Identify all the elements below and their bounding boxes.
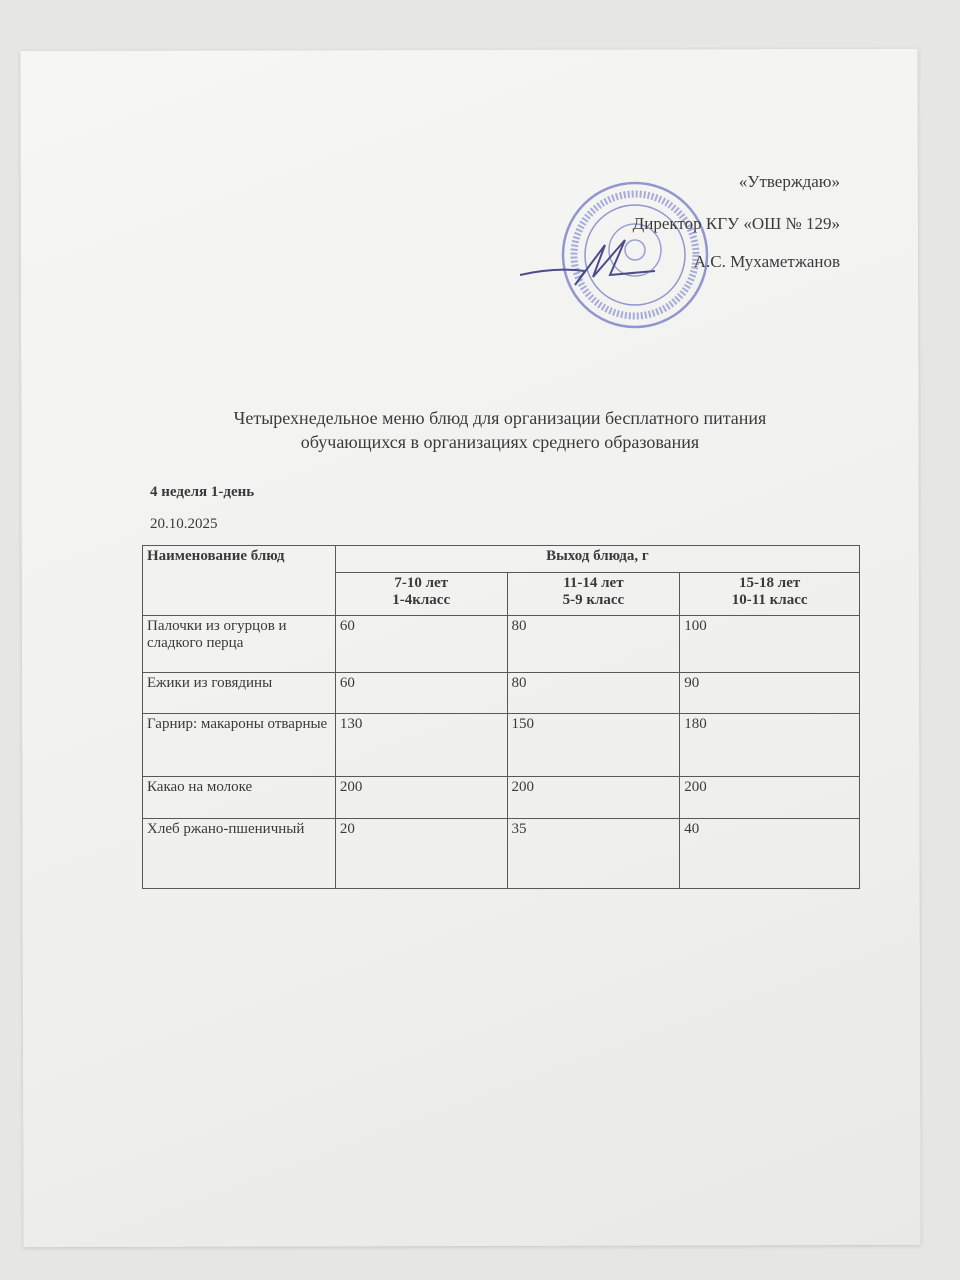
- portion-value: 60: [335, 673, 507, 714]
- portion-value: 60: [335, 616, 507, 673]
- title-line: Четырехнедельное меню блюд для организации бесплатного питания: [233, 408, 767, 428]
- dish-name: Ежики из говядины: [143, 673, 336, 714]
- week-day-label: 4 неделя 1-день: [150, 484, 255, 500]
- portion-value: 200: [680, 777, 860, 819]
- portion-value: 200: [335, 777, 507, 819]
- age: 15-18 лет: [739, 575, 801, 591]
- dish-name: Какао на молоке: [143, 777, 336, 819]
- menu-date: 20.10.2025: [150, 516, 218, 532]
- table-row: [143, 819, 860, 889]
- portion-value: 40: [680, 819, 860, 889]
- age-group-header: [680, 573, 860, 616]
- age-group-header: [335, 573, 507, 616]
- portion-value: 35: [507, 819, 680, 889]
- dish-name: Гарнир: макароны отварные: [143, 714, 336, 777]
- portion-value: 80: [507, 616, 680, 673]
- approval-heading: «Утверждаю»: [738, 172, 840, 191]
- portion-value: 90: [680, 673, 860, 714]
- age: 7-10 лет: [394, 575, 449, 591]
- portion-value: 20: [335, 819, 507, 889]
- table-row: [143, 714, 860, 777]
- grade: 10-11 класс: [731, 592, 808, 608]
- title-line: обучающихся в организациях среднего образования: [300, 432, 700, 452]
- dish-name-header: Наименование блюд: [143, 546, 336, 616]
- portion-value: 130: [335, 714, 507, 777]
- table-row: [143, 673, 860, 714]
- output-header: Выход блюда, г: [335, 546, 859, 573]
- portion-value: 150: [507, 714, 680, 777]
- signature: [515, 235, 665, 295]
- portion-value: 180: [680, 714, 860, 777]
- menu-table: [142, 545, 860, 889]
- table-row: [143, 777, 860, 819]
- approval-position: Директор КГУ «ОШ № 129»: [632, 214, 840, 233]
- dish-name: Палочки из огурцов и сладкого перца: [143, 616, 336, 673]
- dish-name: Хлеб ржано-пшеничный: [143, 819, 336, 889]
- age-group-header: [507, 573, 680, 616]
- table-row: [143, 616, 860, 673]
- grade: 5-9 класс: [562, 592, 625, 608]
- portion-value: 200: [507, 777, 680, 819]
- portion-value: 100: [680, 616, 860, 673]
- document-title: [150, 406, 850, 454]
- grade: 1-4класс: [392, 592, 451, 608]
- age: 11-14 лет: [563, 575, 624, 591]
- portion-value: 80: [507, 673, 680, 714]
- approval-name: А.С. Мухаметжанов: [693, 252, 840, 271]
